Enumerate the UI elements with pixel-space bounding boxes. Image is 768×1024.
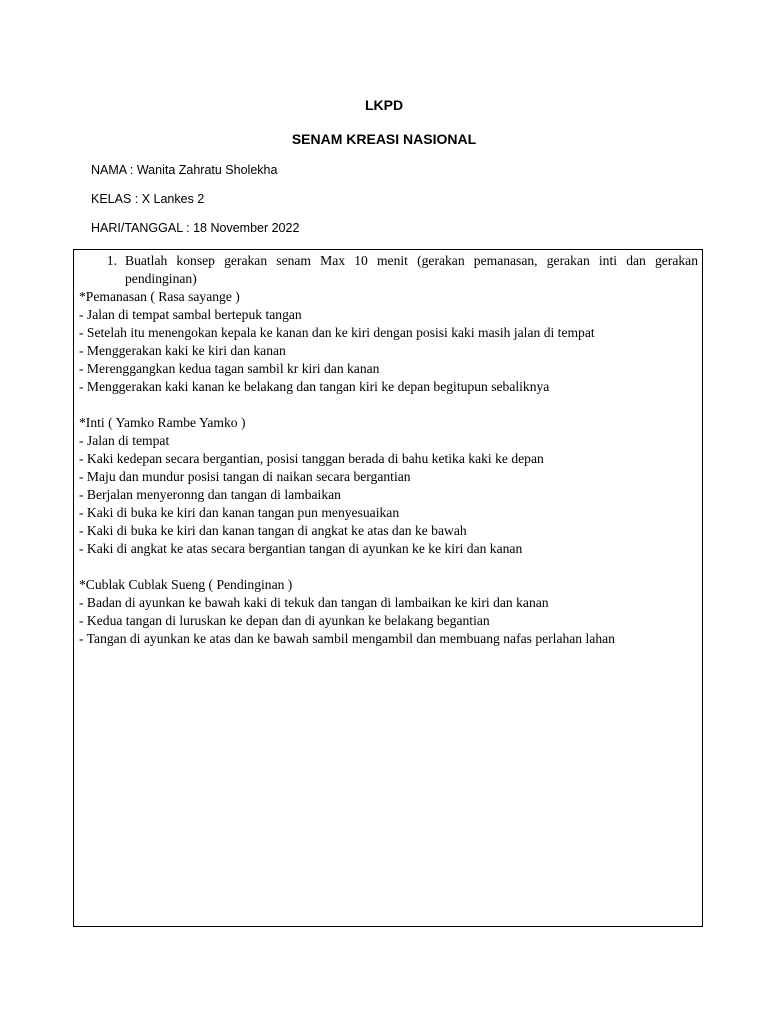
list-item: - Merenggangkan kedua tagan sambil kr kiri dan kanan — [79, 361, 380, 376]
answer-box — [73, 249, 703, 927]
section-pendinginan — [79, 576, 698, 648]
list-item: - Kaki di angkat ke atas secara bergantian tangan di ayunkan ke ke kiri dan kanan — [79, 541, 523, 556]
list-item: - Kaki di buka ke kiri dan kanan tangan di angkat ke atas dan ke bawah — [79, 523, 467, 538]
list-item: - Kaki di buka ke kiri dan kanan tangan pun menyesuaikan — [79, 505, 400, 520]
section-heading: *Cublak Cublak Sueng ( Pendinginan ) — [79, 577, 293, 592]
spacer — [79, 558, 698, 576]
section-pemanasan — [79, 288, 698, 396]
list-item: - Jalan di tempat — [79, 433, 170, 448]
student-name: NAMA : Wanita Zahratu Sholekha — [91, 163, 278, 177]
list-item: - Kaki kedepan secara bergantian, posisi tanggan berada di bahu ketika kaki ke depan — [79, 451, 544, 466]
student-class: KELAS : X Lankes 2 — [91, 192, 205, 206]
list-item: - Badan di ayunkan ke bawah kaki di tekuk dan tangan di lambaikan ke kiri dan kanan — [79, 595, 549, 610]
section-inti — [79, 414, 698, 558]
question-text: Buatlah konsep gerakan senam Max 10 menit (gerakan pemanasan, gerakan inti dan gerakan pendinginan) — [125, 253, 698, 286]
section-heading: *Pemanasan ( Rasa sayange ) — [79, 289, 240, 304]
list-item: - Jalan di tempat sambal bertepuk tangan — [79, 307, 302, 322]
document-subtitle: SENAM KREASI NASIONAL — [291, 131, 477, 147]
date-line: HARI/TANGGAL : 18 November 2022 — [91, 221, 300, 235]
question-item — [79, 252, 698, 288]
section-heading: *Inti ( Yamko Rambe Yamko ) — [79, 415, 246, 430]
list-item: - Setelah itu menengokan kepala ke kanan dan ke kiri dengan posisi kaki masih jalan di tempat — [79, 325, 595, 340]
list-item: - Menggerakan kaki kanan ke belakang dan tangan kiri ke depan begitupun sebaliknya — [79, 379, 550, 394]
document-title: LKPD — [364, 97, 404, 113]
list-item: - Tangan di ayunkan ke atas dan ke bawah sambil mengambil dan membuang nafas perlahan lahan — [79, 631, 615, 646]
list-item: - Kedua tangan di luruskan ke depan dan di ayunkan ke belakang begantian — [79, 613, 490, 628]
list-item: - Maju dan mundur posisi tangan di naikan secara bergantian — [79, 469, 411, 484]
spacer — [79, 396, 698, 414]
question-number: 1. — [106, 253, 117, 268]
list-item: - Menggerakan kaki ke kiri dan kanan — [79, 343, 286, 358]
list-item: - Berjalan menyeronng dan tangan di lambaikan — [79, 487, 341, 502]
